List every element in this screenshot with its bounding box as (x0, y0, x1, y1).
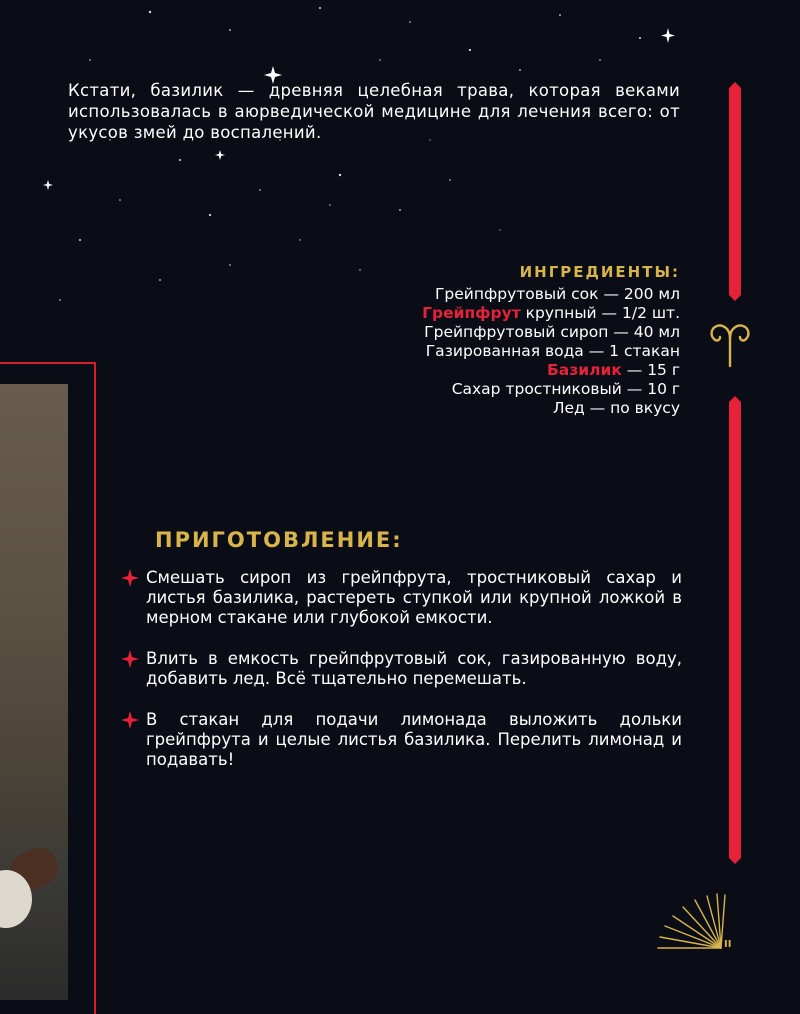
four-point-star-icon (120, 649, 146, 669)
ingredient-item (320, 285, 680, 304)
four-point-star-icon (120, 710, 146, 730)
step-text: Влить в емкость грейпфрутовый сок, газированную воду, добавить лед. Всё тщательно перемешать. (146, 649, 682, 688)
preparation-steps (120, 568, 682, 791)
ingredients-title: ИНГРЕДИЕНТЫ: (519, 263, 680, 281)
intro-paragraph: Кстати, базилик — древняя целебная трава, которая веками использовалась в аюрведической медицине для лечения всего: от укусов змей до воспалений. (68, 81, 680, 142)
step-text: Смешать сироп из грейпфрута, тростниковый сахар и листья базилика, растереть ступкой или крупной ложкой в мерном стакане или глубокой емкости. (146, 568, 682, 627)
ingredient-text: крупный — 1/2 шт. (520, 304, 680, 322)
ingredient-item (320, 323, 680, 342)
ingredient-text: Сахар тростниковый — 10 г (451, 380, 680, 398)
preparation-step (120, 710, 682, 770)
page-number: II (724, 939, 732, 950)
preparation-step (120, 649, 682, 689)
ingredient-text: Грейпфрутовый сироп — 40 мл (424, 323, 680, 341)
ingredient-item (320, 342, 680, 361)
ingredient-highlight: Грейпфрут (422, 304, 521, 322)
side-red-bar (725, 80, 745, 870)
ingredient-item (320, 399, 680, 418)
ingredient-highlight: Базилик (546, 361, 622, 379)
ingredient-text: — 15 г (621, 361, 680, 379)
four-point-star-icon (120, 568, 146, 588)
aries-icon (708, 322, 752, 368)
ingredient-text: Лед — по вкусу (552, 399, 680, 417)
preparation-step (120, 568, 682, 628)
ingredient-item (320, 361, 680, 380)
ingredient-text: Грейпфрутовый сок — 200 мл (434, 285, 680, 303)
ingredient-item (320, 304, 680, 323)
sun-rays-icon (655, 892, 735, 952)
ingredient-text: Газированная вода — 1 стакан (425, 342, 680, 360)
step-text: В стакан для подачи лимонада выложить дольки грейпфрута и целые листья базилика. Перелить лимонад и подавать! (146, 710, 682, 769)
preparation-title: ПРИГОТОВЛЕНИЕ: (155, 528, 403, 552)
lemonade-photo (0, 384, 68, 1000)
ingredient-item (320, 380, 680, 399)
ingredients-list (320, 262, 680, 418)
